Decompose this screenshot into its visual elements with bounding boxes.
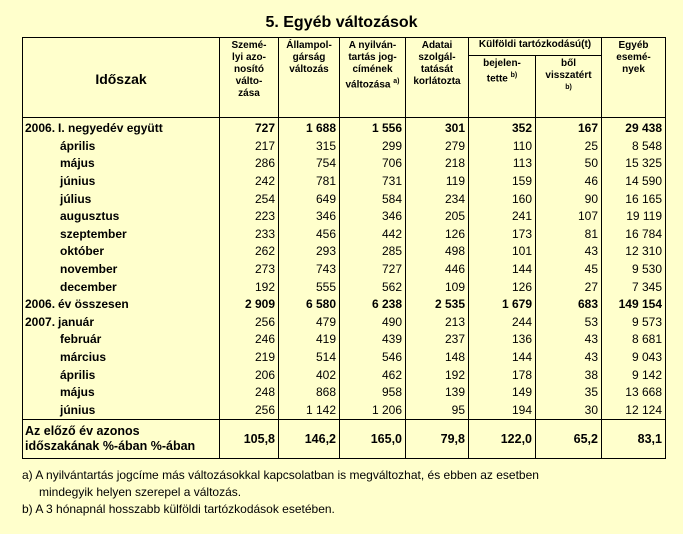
- table-row: november 273 743 727 446 144 45 9 530: [23, 261, 666, 279]
- table-row: december 192 555 562 109 126 27 7 345: [23, 278, 666, 296]
- footnotes: [22, 467, 539, 518]
- header-data-restriction: Adatai szolgál- tatását korlátozta: [406, 38, 469, 118]
- table-row: 2007. január 256 479 490 213 244 53 9 573: [23, 314, 666, 332]
- table-row: október 262 293 285 498 101 43 12 310: [23, 243, 666, 261]
- row-label: 2006. I. negyedév együtt: [23, 118, 220, 138]
- header-foreign-stay-group: Külföldi tartózkodású(t): [469, 38, 602, 56]
- header-returned: ből visszatért $^{b)}$: [536, 56, 602, 118]
- table-row: április 206 402 462 192 178 38 9 142: [23, 366, 666, 384]
- table-row: 2006. I. negyedév együtt 727 1 688 1 556 301 352 167 29 438: [23, 118, 666, 138]
- table-title: 5. Egyéb változások: [265, 14, 418, 31]
- table-row: március 219 514 546 148 144 43 9 043: [23, 349, 666, 367]
- table-row: április 217 315 299 279 110 25 8 548: [23, 138, 666, 156]
- footnote-a: a) A nyilvántartás jogcíme más változásokkal kapcsolatban is megváltozhat, és ebben az esetben: [22, 468, 539, 482]
- header-other-events: Egyéb esemé- nyek: [602, 38, 666, 118]
- table-row: július 254 649 584 234 160 90 16 165: [23, 190, 666, 208]
- header-reported: bejelen- tette $^{b)}$: [469, 56, 536, 118]
- header-registration-title-change: A nyilván- tartás jog- címének változása $^{a)}$: [340, 38, 406, 118]
- header-citizenship-change: Állampol- gárság változás: [279, 38, 340, 118]
- table-row: szeptember 233 456 442 126 173 81 16 784: [23, 226, 666, 244]
- table-row: május 286 754 706 218 113 50 15 325: [23, 155, 666, 173]
- footnote-b: b) A 3 hónapnál hosszabb külföldi tartózkodások esetében.: [22, 502, 335, 516]
- data-table: [22, 37, 666, 459]
- table-row: május 248 868 958 139 149 35 13 668: [23, 384, 666, 402]
- header-period: Időszak: [23, 38, 220, 118]
- table-row: június 242 781 731 119 159 46 14 590: [23, 173, 666, 191]
- footnote-a-cont: mindegyik helyen szerepel a változás.: [39, 485, 242, 499]
- table-row-total: 2006. év összesen 2 909 6 580 6 238 2 535 1 679 683 149 154: [23, 296, 666, 314]
- table-row: augusztus 223 346 346 205 241 107 19 119: [23, 208, 666, 226]
- table-row: február 246 419 439 237 136 43 8 681: [23, 331, 666, 349]
- table-row: június 256 1 142 1 206 95 194 30 12 124: [23, 402, 666, 420]
- table-row-percent: Az előző év azonos időszakának %-ában %-ában 105,8 146,2 165,0 79,8 122,0 65,2 83,1: [23, 420, 666, 459]
- header-id-change: Szemé- lyi azo- nosító válto- zása: [220, 38, 279, 118]
